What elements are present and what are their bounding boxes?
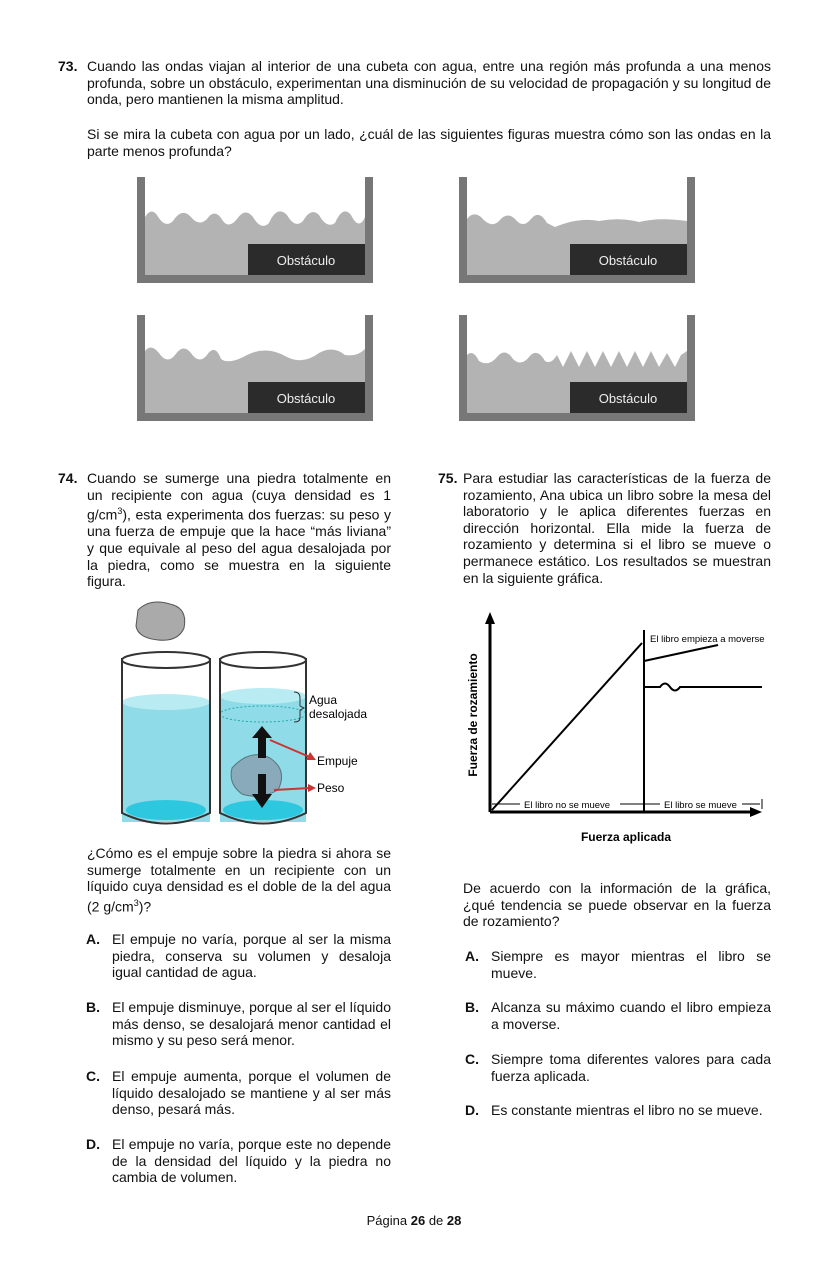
option-letter: D. bbox=[465, 1102, 479, 1118]
option-text: El empuje aumenta, porque el volumen de líquido desalojado se mantiene y al ser más denso, pesará más. bbox=[112, 1068, 391, 1118]
option-text: Alcanza su máximo cuando el libro empieza a moverse. bbox=[491, 999, 771, 1032]
question-74-prompt bbox=[87, 845, 391, 915]
question-73-prompt: Si se mira la cubeta con agua por un lado, ¿cuál de las siguientes figuras muestra cómo son las ondas en la parte menos profunda? bbox=[87, 126, 771, 159]
beaker-left bbox=[122, 652, 210, 824]
obstacle-label: Obstáculo bbox=[598, 391, 658, 406]
option-text: Siempre es mayor mientras el libro se mueve. bbox=[491, 948, 771, 981]
q74-option-a[interactable] bbox=[86, 931, 391, 981]
option-letter: A. bbox=[465, 948, 479, 964]
option-letter: C. bbox=[465, 1051, 479, 1067]
stone-icon bbox=[136, 602, 185, 640]
water-label: Agua bbox=[309, 693, 338, 707]
superscript: 3 bbox=[117, 506, 123, 517]
kinetic-friction-line bbox=[644, 684, 762, 691]
q74-option-d[interactable] bbox=[86, 1136, 391, 1186]
friction-chart bbox=[460, 600, 800, 850]
question-number: 74. bbox=[58, 470, 78, 486]
annotation-label: El libro empieza a moverse bbox=[650, 634, 765, 645]
option-text: Es constante mientras el libro no se mueve. bbox=[491, 1102, 763, 1118]
q75-option-b[interactable] bbox=[465, 999, 771, 1032]
question-number: 75. bbox=[438, 470, 458, 486]
push-label: Empuje bbox=[317, 754, 358, 768]
tank-option-1[interactable] bbox=[137, 177, 373, 283]
obstacle-label: Obstáculo bbox=[276, 253, 336, 268]
option-letter: B. bbox=[86, 999, 100, 1015]
water-label: desalojada bbox=[309, 707, 368, 721]
option-letter: D. bbox=[86, 1136, 100, 1152]
option-letter: C. bbox=[86, 1068, 100, 1084]
question-75-prompt: De acuerdo con la información de la gráfica, ¿qué tendencia se puede observar en la fuerza de rozamiento? bbox=[463, 880, 771, 930]
region-label: El libro no se mueve bbox=[524, 800, 611, 811]
question-73-text: Cuando las ondas viajan al interior de una cubeta con agua, entre una región más profunda a una menos profunda, sobre un obstáculo, experimentan una disminución de su velocidad de propagación y su longitud de onda, pero mantienen la misma amplitud. bbox=[87, 58, 771, 108]
option-text: El empuje no varía, porque este no depende de la densidad del líquido y la piedra no cambia de volumen. bbox=[112, 1136, 391, 1186]
q75-option-d[interactable] bbox=[465, 1102, 771, 1119]
footer-text: de bbox=[428, 1213, 444, 1228]
tank-option-3[interactable] bbox=[137, 315, 373, 421]
obstacle-label: Obstáculo bbox=[276, 391, 336, 406]
region-label: El libro se mueve bbox=[664, 800, 737, 811]
footer-text: Página bbox=[366, 1213, 408, 1228]
option-letter: B. bbox=[465, 999, 479, 1015]
tank-option-4[interactable] bbox=[459, 315, 695, 421]
tank-option-2[interactable] bbox=[459, 177, 695, 283]
question-number: 73. bbox=[58, 58, 78, 74]
option-text: El empuje no varía, porque al ser la misma piedra, conserva su volumen y desaloja igual cantidad de agua. bbox=[112, 931, 391, 981]
question-74-text bbox=[87, 470, 391, 590]
q74-option-c[interactable] bbox=[86, 1068, 391, 1118]
moving-line-upper bbox=[644, 645, 718, 661]
weight-label: Peso bbox=[317, 781, 345, 795]
q75-option-a[interactable] bbox=[465, 948, 771, 981]
y-axis-label: Fuerza de rozamiento bbox=[466, 653, 480, 777]
obstacle-label: Obstáculo bbox=[598, 253, 658, 268]
text: )? bbox=[138, 898, 152, 915]
superscript: 3 bbox=[133, 897, 139, 908]
buoyancy-figure bbox=[110, 598, 400, 833]
question-75-text: Para estudiar las características de la fuerza de rozamiento, Ana ubica un libro sobre la mesa del laboratorio y le aplica diferentes fuerzas en dirección horizontal. Ella mide la fuerza de rozamiento y determina si el libro se mueve o permanece estático. Los resultados se muestran en la siguiente gráfica. bbox=[463, 470, 771, 586]
static-friction-line bbox=[492, 643, 642, 810]
q74-option-b[interactable] bbox=[86, 999, 391, 1049]
text: ¿Cómo es el empuje sobre la piedra si ahora se sumerge totalmente en un recipiente con un líquido cuya densidad es el doble de la del agua (2 g/cm bbox=[87, 845, 391, 915]
page-footer bbox=[0, 1213, 828, 1230]
option-text: Siempre toma diferentes valores para cada fuerza aplicada. bbox=[491, 1051, 771, 1084]
page-total: 28 bbox=[446, 1213, 462, 1228]
q75-option-c[interactable] bbox=[465, 1051, 771, 1084]
wave-tank-figures bbox=[0, 0, 828, 440]
option-text: El empuje disminuye, porque al ser el líquido más denso, se desalojará menor cantidad el mismo y su peso será menor. bbox=[112, 999, 391, 1049]
beaker-right bbox=[220, 652, 316, 824]
text: Cuando se sumerge una piedra totalmente en un recipiente con agua (cuya densidad es 1 g/cm bbox=[87, 470, 391, 523]
x-axis-label: Fuerza aplicada bbox=[580, 830, 672, 844]
page-number: 26 bbox=[410, 1213, 426, 1228]
text: ), esta experimenta dos fuerzas: su peso y una fuerza de empuje que la hace “más liviana” y que equivale al peso del agua desalojada por la piedra, como se muestra en la siguiente figura. bbox=[87, 506, 391, 590]
option-letter: A. bbox=[86, 931, 100, 947]
